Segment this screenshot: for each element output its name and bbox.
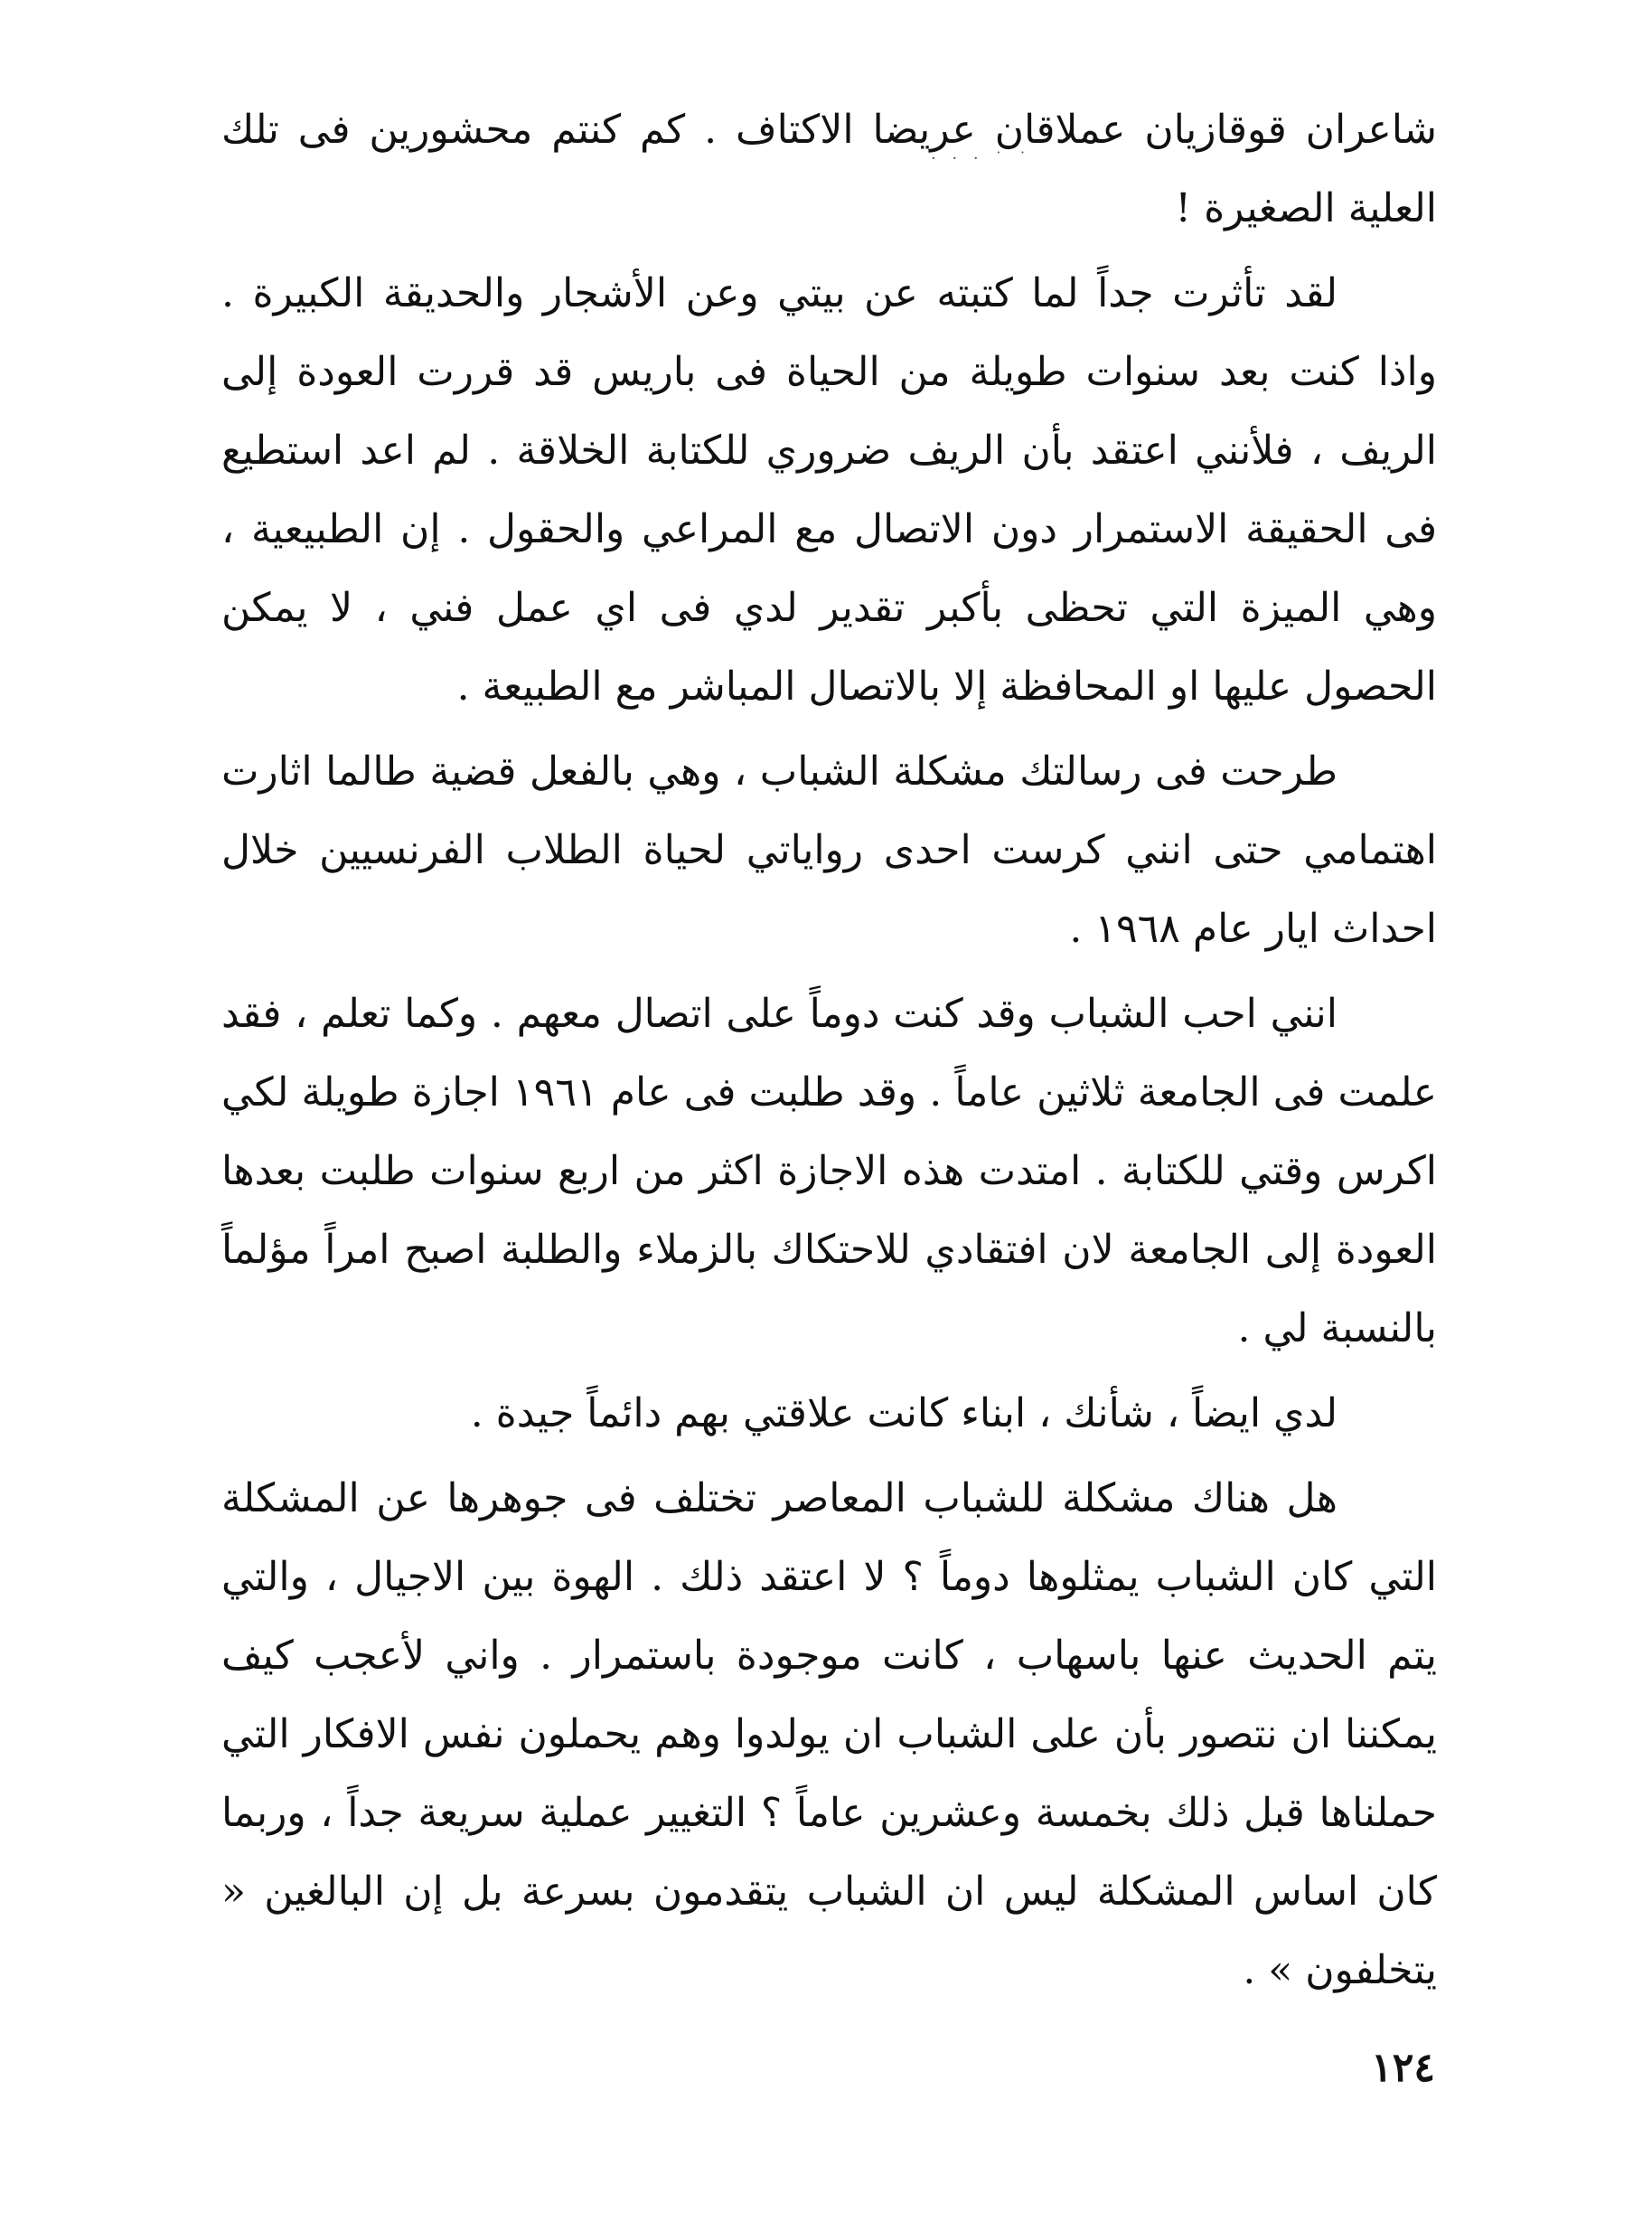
paragraph-4: انني احب الشباب وقد كنت دوماً على اتصال معهم . وكما تعلم ، فقد علمت فى الجامعة ثلاثين عاماً . وقد طلبت فى عام ١٩٦١ اجازة طويلة لكي اكرس وقتي للكتابة . امتدت هذه الاجازة اكثر من اربع سنوات طلبت بعدها العودة إلى الجامعة لان افتقادي للاحتكاك بالزملاء والطلبة اصبح امراً مؤلماً بالنسبة لي . [221, 991, 1437, 1351]
print-specks: · · · ˙ ˙ [931, 149, 1033, 168]
paragraph-5: لدي ايضاً ، شأنك ، ابناء كانت علاقتي بهم دائماً جيدة . [470, 1390, 1338, 1436]
paragraph-2: لقد تأثرت جداً لما كتبته عن بيتي وعن الأشجار والحديقة الكبيرة . واذا كنت بعد سنوات طويلة من الحياة فى باريس قد قررت العودة إلى الريف ، فلأنني اعتقد بأن الريف ضروري للكتابة الخلاقة . لم اعد استطيع فى الحقيقة الاستمرار دون الاتصال مع المراعي والحقول . إن الطبيعية ، وهي الميزة التي تحظى بأكبر تقدير لدي فى اي عمل فني ، لا يمكن الحصول عليها او المحافظة إلا بالاتصال المباشر مع الطبيعة . [221, 270, 1437, 710]
paragraph-1: شاعران قوقازيان عملاقان عريضا الاكتاف . كم كنتم محشورين فى تلك العلية الصغيرة ! [221, 107, 1437, 231]
paragraph-6: هل هناك مشكلة للشباب المعاصر تختلف فى جوهرها عن المشكلة التي كان الشباب يمثلوها دوماً ؟ لا اعتقد ذلك . الهوة بين الاجيال ، والتي يتم الحديث عنها باسهاب ، كانت موجودة باستمرار . واني لأعجب كيف يمكننا ان نتصور بأن على الشباب ان يولدوا وهم يحملون نفس الافكار التي حملناها قبل ذلك بخمسة وعشرين عاماً ؟ التغيير عملية سريعة جداً ، وربما كان اساس المشكلة ليس ان الشباب يتقدمون بسرعة بل إن البالغين « يتخلفون » . [221, 1475, 1437, 1993]
page-number: ١٢٤ [1371, 2045, 1435, 2091]
paragraph-3: طرحت فى رسالتك مشكلة الشباب ، وهي بالفعل قضية طالما اثارت اهتمامي حتى انني كرست احدى رواياتي لحياة الطلاب الفرنسيين خلال احداث ايار عام ١٩٦٨ . [221, 748, 1437, 952]
body-text [221, 90, 1437, 2010]
